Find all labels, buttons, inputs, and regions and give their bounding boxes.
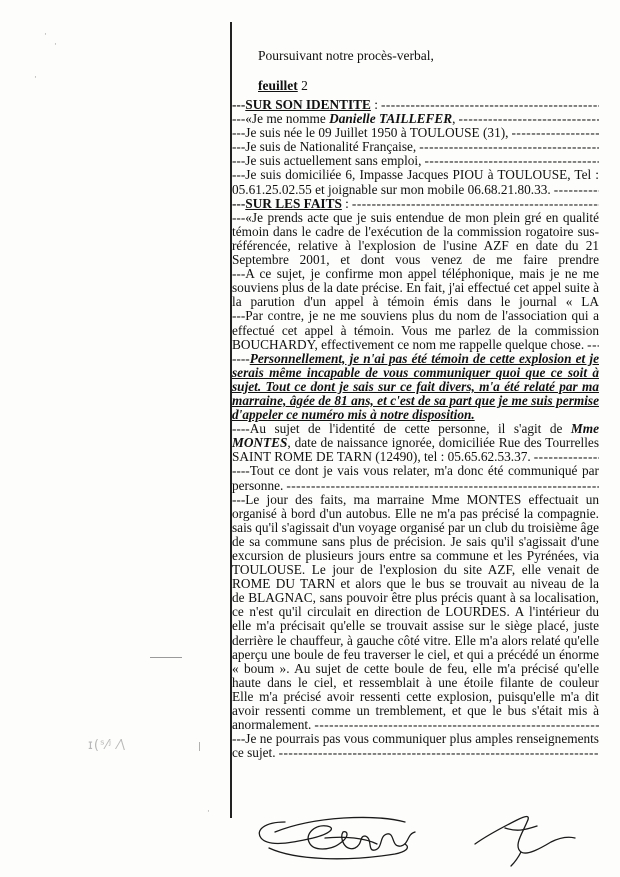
paragraph-line: souviens plus de la date précise. En fait, j'ai effectué cet appel suite à [232,281,599,296]
identity-line: 05.61.25.02.55 et joignable sur mon mobile 06.68.21.80.33. ----- [232,183,599,197]
paragraph-line: ---A ce sujet, je confirme mon appel téléphonique, mais je ne me [232,267,599,282]
paragraph-line: ce n'est qu'il circulait en direction de LOURDES. A l'intérieur du [232,605,599,620]
paragraph-line: BOUCHARDY, effectivement ce nom me rappelle quelque chose. ----- [232,338,599,352]
paragraph-line: derrière le chauffeur, à gauche côté vitre. Elle m'a alors relaté qu'elle [232,633,599,648]
signature-officer [475,817,575,854]
paragraph-line: personne. ----- [232,479,599,493]
paragraph-line: avoir ressenti comme un tremblement, et que le bus s'était mis à [232,704,599,719]
folio-line [258,78,308,94]
scan-speck: · [34,73,37,83]
emphasis-line: d'appeler ce numéro mis à notre disposition. [232,408,475,423]
identity-name-line: ---«Je me nomme Danielle TAILLEFER, ----- [232,112,599,126]
paragraph-line: aperçu une boule de feu traverser le ciel, et qui a précédé un énorme [232,647,599,662]
scan-speck: · [44,30,47,40]
margin-scribble: ɪ(ˢ⁄ʲ ⁄\ [88,738,126,753]
paragraph-line: la parution d'un appel à témoin émis dans le journal « LA [232,295,599,310]
paragraph-line: témoin dans le cadre de l'exécution de la commission rogatoire sus- [232,224,599,239]
paragraph-line: MONTES, date de naissance ignorée, domiciliée Rue des Tourrelles [232,436,599,451]
statement-body [232,98,599,760]
paragraph-line: ce sujet. ----- [232,746,599,760]
paragraph-line: Elle m'a précisé avoir ressenti cette explosion, puisqu'elle m'a dit [232,689,599,704]
signatures [255,808,585,868]
identity-heading: ---SUR SON IDENTITE : ----- [232,98,599,112]
paragraph-line: ---«Je prends acte que je suis entendue de mon plein gré en qualité [232,210,599,225]
signature-witness [259,822,415,850]
paragraph-line: sais qu'il s'agissait d'un voyage organisé par un club du troisième âge [232,520,599,535]
paragraph-line: référencée, relative à l'explosion de l'usine AZF en date du 21 [232,238,599,253]
paragraph-line: ---Je ne pourrais pas vous communiquer plus amples renseignements [232,732,599,747]
folio-number: 2 [301,78,308,93]
facts-heading: ---SUR LES FAITS : ----- [232,197,599,211]
identity-line: ---Je suis de Nationalité Française, ----- [232,140,599,154]
signature-graphic [255,808,585,868]
paragraph-line: ----Au sujet de l'identité de cette personne, il s'agit de Mme [232,422,599,437]
intro-line: Poursuivant notre procès-verbal, [258,48,434,63]
scan-speck: | [198,742,202,752]
paragraph-line: « boum ». Au sujet de cette boule de feu, elle m'a précisé qu'elle [232,661,599,676]
paragraph-line: effectué cet appel à témoin. Vous me parlez de la commission [232,323,599,338]
paragraph-line: organisé à bord d'un autobus. Elle ne m'a pas précisé la compagnie. [232,506,599,521]
identity-line: ---Je suis née le 09 Juillet 1950 à TOULOUSE (31), ----- [232,126,599,140]
scan-speck: · [207,807,210,817]
paragraph-line: excursion de plusieurs jours entre sa commune et les Pyrénées, via [232,549,599,563]
emphasis-line: ----Personnellement, je n'ai pas été témoin de cette explosion et je [232,351,599,366]
identity-line: ---Je suis domiciliée 6, Impasse Jacques PIOU à TOULOUSE, Tel : [232,168,599,183]
paragraph-line: ---Le jour des faits, ma marraine Mme MONTES effectuait un [232,492,599,507]
emphasis-line: serais même incapable de vous communiquer quoi que ce soit à [232,365,599,380]
identity-line: ---Je suis actuellement sans emploi, ----- [232,154,599,168]
emphasis-line: marraine, âgée de 81 ans, et c'est de sa part que je me suis permise [232,393,599,408]
paragraph-line: haute dans le ciel, et ressemblait à une étoile filante de couleur [232,675,599,690]
scan-speck: · [54,40,57,50]
paragraph-line: de sa commune sans plus de précision. Je sais qu'il s'agissait d'une [232,534,599,549]
margin-mark [150,657,182,658]
paragraph-line: anormalement. ----- [232,718,599,732]
paragraph-line: elle m'a précisait qu'elle se trouvait assise sur le siège placé, juste [232,619,599,634]
paragraph-line: de BLAGNAC, sans pouvoir être plus précis quant à sa localisation, [232,591,599,606]
paragraph-line: ----Tout ce dont je vais vous relater, m'a donc été communiqué par [232,464,599,479]
emphasis-line: sujet. Tout ce dont je sais sur ce fait divers, m'a été relaté par ma [232,379,599,394]
paragraph-line: ROME DU TARN et alors que le bus se trouvait au niveau de la [232,577,599,592]
witness-name: Danielle TAILLEFER [329,112,453,127]
paragraph-line: TOULOUSE. Le jour de l'explosion du site AZF, elle venait de [232,563,599,578]
paragraph-line: SAINT ROME DE TARN (12490), tel : 05.65.62.53.37. ----- [232,450,599,464]
paragraph-line: Septembre 2001, et dont vous venez de me faire prendre [232,253,599,268]
folio-label: feuillet [258,78,298,93]
paragraph-line: ---Par contre, je ne me souviens plus du nom de l'association qui a [232,309,599,324]
